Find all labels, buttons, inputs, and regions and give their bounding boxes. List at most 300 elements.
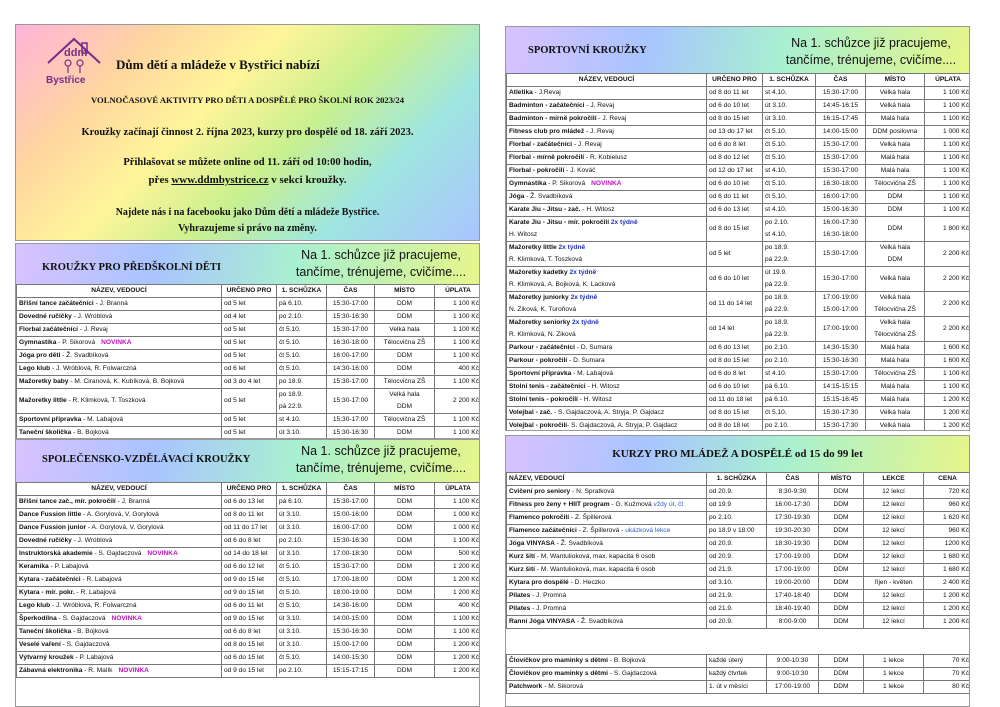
predskolni-header [16, 244, 479, 284]
table-row[interactable] [507, 394, 971, 407]
place-cell: DDM [866, 191, 925, 204]
activity-name-cell [507, 267, 707, 292]
activity-name: Volejbal - zač. [509, 409, 553, 416]
price-cell: 70 Kč [924, 668, 971, 681]
note-line-2: tančíme, trénujeme, cvičíme.... [295, 265, 467, 279]
course-name: Pilates [509, 605, 531, 612]
age-cell: od 9 do 15 let [222, 665, 277, 678]
course-name-cell [507, 668, 707, 681]
lessons-cell: 12 lekcí [864, 590, 924, 603]
frequency-label: 2x týdně [567, 269, 597, 276]
fee-cell: 1 100 Kč [435, 376, 481, 389]
age-cell: od 6 do 12 let [222, 561, 277, 574]
fee-cell: 1 600 Kč [925, 342, 971, 355]
first-meeting-2: pá 22.9. [765, 281, 789, 288]
place-cell: DDM [375, 350, 435, 363]
table-row[interactable] [507, 217, 971, 242]
age-cell: od 6 do 8 let [707, 368, 763, 381]
activity-name-cell [507, 342, 707, 355]
activity-name-cell [17, 350, 222, 363]
place-cell: Malá hala [866, 342, 925, 355]
place-cell: DDM [819, 486, 864, 499]
activity-leader: R. Klimková, N. Ziková [509, 331, 576, 338]
table-row[interactable] [507, 113, 971, 126]
table-row[interactable] [17, 665, 481, 678]
frequency-label: 2x týdně [570, 319, 599, 326]
table-row[interactable] [507, 139, 971, 152]
price-cell: 80 Kč [924, 681, 971, 694]
age-cell: od 6 do 15 let [222, 652, 277, 665]
activity-name-cell [17, 535, 222, 548]
activity-name-cell [507, 178, 707, 191]
place-cell: DDM [375, 639, 435, 652]
table-header-row [507, 473, 971, 486]
activity-name: Dovedné ručičky [19, 313, 72, 320]
fee-cell: 2 200 Kč [925, 267, 971, 292]
activity-name: Dance Fussion junior [19, 524, 87, 531]
col-name: NÁZEV, VEDOUCÍ [507, 473, 707, 486]
first-meeting-cell [277, 389, 327, 414]
time-cell: 15:30-17:00 [327, 298, 375, 311]
price-cell: 1200 Kč [924, 538, 971, 551]
fee-cell: 1 200 Kč [435, 665, 481, 678]
place-cell: DDM [375, 311, 435, 324]
table-row[interactable] [17, 363, 481, 376]
activity-name-cell [17, 427, 222, 440]
table-row[interactable] [17, 652, 481, 665]
novinka-badge: NOVINKA [101, 339, 132, 346]
table-header-row [507, 74, 971, 87]
intro-panel [15, 24, 480, 241]
activity-name-cell [17, 324, 222, 337]
place-cell: DDM [819, 512, 864, 525]
first-meeting-cell: út 3.10. [277, 613, 327, 626]
activity-name: Badminton - mírně pokročilí [509, 115, 597, 122]
course-name-cell [507, 655, 707, 668]
activity-name: Mažoretky baby [19, 378, 69, 385]
activity-name: Florbal - pokročilí [509, 167, 565, 174]
place-cell: DDM [819, 668, 864, 681]
activity-name-cell [507, 100, 707, 113]
activity-leader: H. Witosz [509, 231, 538, 238]
logo-text: ddm [64, 47, 88, 59]
time-cell: 9:00-10:30 [767, 655, 819, 668]
age-cell: od 5 let [222, 414, 277, 427]
place-cell: DDM [375, 665, 435, 678]
table-row[interactable] [507, 242, 971, 267]
activity-leader: - J. Kováč [564, 167, 596, 174]
activity-name-cell [17, 298, 222, 311]
age-cell: od 8 do 15 let [222, 639, 277, 652]
first-meeting-cell: út 3.10. [277, 548, 327, 561]
time-cell: 15:30-16:30 [327, 427, 375, 440]
fee-cell: 1 800 Kč [925, 217, 971, 242]
table-row[interactable] [507, 616, 971, 629]
first-meeting-cell: pá 6.10. [763, 381, 816, 394]
activity-name: Taneční školička [19, 429, 72, 436]
table-row[interactable] [507, 178, 971, 191]
time-cell: 15:30-17:30 [816, 420, 866, 432]
age-cell: od 8 do 15 let [707, 217, 763, 242]
note-line-1: Na 1. schůzce již pracujeme, [301, 444, 461, 458]
table-row[interactable] [507, 152, 971, 165]
table-row[interactable] [507, 551, 971, 564]
first-meeting-cell: čt 5.10. [277, 350, 327, 363]
time-cell: 15:30-16:30 [816, 355, 866, 368]
table-row[interactable] [17, 535, 481, 548]
activity-name: Jóga pro děti [19, 352, 61, 359]
table-header-row [17, 285, 481, 298]
spolecensko-body [17, 496, 481, 678]
table-row[interactable] [507, 590, 971, 603]
activity-name-cell [17, 414, 222, 427]
novinka-badge: NOVINKA [147, 550, 178, 557]
table-row[interactable] [17, 324, 481, 337]
activity-name-cell [17, 600, 222, 613]
time-cell: 14:00-15:00 [327, 613, 375, 626]
sportovni-title: SPORTOVNÍ KROUŽKY [528, 45, 647, 56]
table-row[interactable] [507, 317, 971, 342]
lessons-cell: 12 lekcí [864, 486, 924, 499]
activity-line [509, 217, 704, 229]
first-meeting-cell [763, 317, 816, 342]
age-cell: od 6 do 10 let [707, 100, 763, 113]
age-cell: od 9 do 15 let [222, 613, 277, 626]
fee-cell: 1 100 Kč [925, 204, 971, 217]
time-1: 17:00-19:00 [822, 294, 859, 301]
course-leader: - G. Kuźmová [609, 501, 652, 508]
table-row[interactable] [507, 603, 971, 616]
course-name-cell [507, 499, 707, 512]
activity-leader: - S. Gajdaczová [92, 550, 142, 557]
table-row[interactable] [17, 587, 481, 600]
first-meeting-1: po 18.9. [765, 319, 789, 326]
table-row[interactable] [507, 267, 971, 292]
lessons-cell: 1 lekce [864, 655, 924, 668]
intro-start-line: Kroužky začínají činnost 2. října 2023, kurzy pro dospělé od 18. září 2023. [81, 127, 414, 138]
activity-leader: - J. Wróblová, R. Folwarczná [50, 602, 137, 609]
course-leader: - M. Wantulioková, max. kapacita 6 osob [535, 553, 656, 560]
first-meeting-cell: každé úterý [707, 655, 767, 668]
place-cell: Velká hala [866, 420, 925, 432]
course-name-cell [507, 590, 707, 603]
time-cell: 16:00-17:00 [816, 191, 866, 204]
table-row[interactable] [17, 613, 481, 626]
age-cell: od 6 do 10 let [707, 178, 763, 191]
price-cell: 70 Kč [924, 655, 971, 668]
place-cell: DDM posilovna [866, 126, 925, 139]
col-for: URČENO PRO [222, 285, 277, 298]
table-row[interactable] [17, 626, 481, 639]
first-meeting-cell: od 21.9. [707, 564, 767, 577]
course-leader: - J. Promná [530, 605, 567, 612]
time-cell: 8:30-9:30 [767, 486, 819, 499]
first-meeting-cell: po 2.10. [277, 535, 327, 548]
price-cell: 1 680 Kč [924, 564, 971, 577]
activity-name: Parkour - začátečníci [509, 344, 575, 351]
fee-cell: 1 100 Kč [435, 626, 481, 639]
activity-name-cell [17, 665, 222, 678]
place-cell: DDM [375, 522, 435, 535]
lessons-cell: 12 lekcí [864, 603, 924, 616]
age-cell: od 5 let [222, 298, 277, 311]
first-meeting-cell: pá 6.10. [277, 496, 327, 509]
table-row[interactable] [17, 350, 481, 363]
activity-leader: R. Klimková, A. Bojková, K. Lacková [509, 281, 616, 288]
activity-name: Badminton - začátečníci [509, 102, 585, 109]
predskolni-note [286, 247, 476, 281]
intro-signup-url-line [16, 174, 479, 186]
table-row[interactable] [17, 414, 481, 427]
table-row[interactable] [17, 574, 481, 587]
first-meeting-cell: út 3.10. [277, 509, 327, 522]
table-row[interactable] [507, 407, 971, 420]
activity-leader: - S. Gajdaczová [60, 641, 110, 648]
place-cell: Tělocvična ZŠ [866, 178, 925, 191]
fee-cell: 2 200 Kč [925, 292, 971, 317]
sportovni-body [507, 87, 971, 432]
activity-leader: - B. Bojková [71, 628, 109, 635]
predskolni-table [16, 284, 480, 439]
table-row[interactable] [507, 564, 971, 577]
table-row[interactable] [17, 337, 481, 350]
activity-leader: - H. Witosz [580, 206, 615, 213]
age-cell: od 6 do 8 let [222, 535, 277, 548]
place-cell: Malá hala [866, 394, 925, 407]
place-cell: DDM [375, 652, 435, 665]
table-row[interactable] [507, 191, 971, 204]
table-row[interactable] [507, 538, 971, 551]
table-row[interactable] [17, 389, 481, 414]
course-name: Patchwork [509, 683, 543, 690]
first-meeting-cell: čt 5.10. [277, 363, 327, 376]
first-meeting-cell: út 3.10. [763, 113, 816, 126]
price-cell: 720 Kč [924, 486, 971, 499]
table-row[interactable] [507, 292, 971, 317]
kurzy-title: KURZY PRO MLÁDEŽ A DOSPĚLÉ od 15 do 99 let [612, 448, 863, 460]
time-cell: 15:15-17:15 [327, 665, 375, 678]
course-name: Kurz šití [509, 566, 536, 573]
time-cell: 16:00-17:00 [327, 350, 375, 363]
table-row[interactable] [17, 522, 481, 535]
time-cell: 18:30-19:30 [767, 538, 819, 551]
table-row[interactable] [507, 165, 971, 178]
activity-name-cell [507, 394, 707, 407]
activity-name: Dance Fussion little [19, 511, 82, 518]
activity-name: Fitness club pro mládež [509, 128, 585, 135]
course-name: Kurz šití [509, 553, 536, 560]
activity-leader: - M. Ciranová, K. Kubíková, B. Bojková [68, 378, 185, 385]
table-row[interactable] [507, 655, 971, 668]
first-meeting-2: pá 22.9. [765, 306, 789, 313]
table-row[interactable] [507, 126, 971, 139]
course-name: Fitness pro ženy + HIIT program [509, 501, 610, 508]
activity-leader: - J. Branná [93, 300, 128, 307]
course-name-cell [507, 512, 707, 525]
activity-name: Jóga [509, 193, 525, 200]
time-cell: 15:30-16:30 [327, 535, 375, 548]
fee-cell: 1 100 Kč [435, 496, 481, 509]
time-cell: 15:30-17:30 [816, 407, 866, 420]
age-cell: od 8 do 11 let [707, 87, 763, 100]
course-leader: - Ž. Svadbíková [575, 618, 624, 625]
activity-name: Mažoretky seniorky [509, 319, 571, 326]
first-meeting-cell: po 2.10. [763, 420, 816, 432]
first-meeting-cell: čt 5.10. [763, 178, 816, 191]
fee-cell: 1 200 Kč [925, 394, 971, 407]
activity-name-cell [17, 587, 222, 600]
col-for: URČENO PRO [707, 74, 763, 87]
activity-name-cell [17, 363, 222, 376]
place-cell: DDM [375, 509, 435, 522]
fee-cell: 1 000 Kč [925, 126, 971, 139]
place-cell: Tělocvična ZŠ [866, 368, 925, 381]
activity-leader: - S. Gajdaczová, A. Stryja, P. Gajdacz [552, 409, 665, 416]
table-row[interactable] [507, 100, 971, 113]
activity-leader: - S. Gajdaczová, A. Stryja, P. Gajdacz [567, 422, 678, 429]
place-cell: DDM [375, 427, 435, 440]
activity-name-cell [507, 242, 707, 267]
table-row[interactable] [17, 376, 481, 389]
lessons-cell: 12 lekcí [864, 525, 924, 538]
fee-cell: 1 200 Kč [435, 652, 481, 665]
activity-name-cell [17, 337, 222, 350]
col-place: MÍSTO [375, 483, 435, 496]
table-row[interactable] [507, 342, 971, 355]
table-row[interactable] [17, 427, 481, 440]
signup-url-link[interactable]: www.ddmbystrice.cz [171, 174, 269, 186]
table-row[interactable] [17, 639, 481, 652]
first-meeting-cell: čt 5.10. [277, 574, 327, 587]
place-cell: Velká hala [866, 100, 925, 113]
activity-name: Mažoretky juniorky [509, 294, 569, 301]
place-2: Tělocvična ZŠ [874, 306, 916, 313]
activity-leader: - M. Labajová [81, 416, 124, 423]
time-cell: 18:00-19:00 [327, 587, 375, 600]
table-row[interactable] [507, 381, 971, 394]
table-row[interactable] [17, 496, 481, 509]
age-cell: od 5 let [222, 324, 277, 337]
course-extra: ukázková lekce [623, 527, 671, 534]
lessons-cell: 1 lekce [864, 668, 924, 681]
col-fee: ÚPLATA [435, 483, 481, 496]
place-cell: DDM [819, 616, 864, 629]
lessons-cell: 12 lekcí [864, 616, 924, 629]
activity-leader: - J. Wróblová, R. Folwarczná [50, 365, 137, 372]
fee-cell: 1 100 Kč [925, 152, 971, 165]
place-cell: Malá hala [866, 165, 925, 178]
activity-name: Mažoretky little [509, 244, 557, 251]
course-name: Cvičení pro seniory [509, 488, 571, 495]
lessons-cell: říjen - květen [864, 577, 924, 590]
time-cell: 15:30-17:00 [816, 152, 866, 165]
table-row[interactable] [507, 525, 971, 538]
col-first: 1. SCHŮZKA [277, 285, 327, 298]
place-cell: Malá hala [866, 355, 925, 368]
col-time: ČAS [816, 74, 866, 87]
table-row[interactable] [507, 668, 971, 681]
course-extra: vždy út, čt [651, 501, 684, 508]
course-name: Pilates [509, 592, 531, 599]
col-fee: ÚPLATA [925, 74, 971, 87]
table-row[interactable] [507, 87, 971, 100]
course-leader: - B. Bojková [607, 657, 646, 664]
table-row[interactable] [507, 499, 971, 512]
first-meeting-1: po 18.9. [765, 294, 789, 301]
first-meeting-2: pá 22.9. [279, 403, 303, 410]
activity-leader: R. Klimková, T. Toszková [509, 256, 583, 263]
place-2: Tělocvična ZŠ [874, 331, 916, 338]
activity-leader: - J. Revaj [572, 141, 602, 148]
time-cell: 19:30-20:30 [767, 525, 819, 538]
place-1: Velká hala [879, 319, 911, 326]
activity-name-cell [507, 317, 707, 342]
age-cell: od 6 do 8 let [707, 139, 763, 152]
table-row[interactable] [507, 204, 971, 217]
time-1: 16:00-17:30 [822, 219, 859, 226]
activity-leader: - R. Klimková, T. Toszková [66, 397, 146, 404]
time-cell [816, 217, 866, 242]
table-row[interactable] [17, 600, 481, 613]
first-meeting-cell: čt 5.10. [277, 561, 327, 574]
first-meeting-cell: čt 5.10. [763, 152, 816, 165]
time-cell: 17:00-18:30 [327, 548, 375, 561]
time-cell: 15:30-17:00 [816, 139, 866, 152]
col-name: NÁZEV, VEDOUCÍ [17, 285, 222, 298]
col-time: ČAS [327, 285, 375, 298]
place-1: Velká hala [879, 294, 911, 301]
fee-cell: 1 200 Kč [435, 574, 481, 587]
time-cell: 8:00-9:00 [767, 616, 819, 629]
time-cell: 14:30-15:30 [816, 342, 866, 355]
table-row[interactable] [507, 681, 971, 694]
first-meeting-cell [763, 267, 816, 292]
time-cell: 19:00-20:00 [767, 577, 819, 590]
fee-cell: 1 100 Kč [925, 381, 971, 394]
table-row[interactable] [507, 420, 971, 432]
place-cell: Malá hala [866, 152, 925, 165]
time-cell: 15:30-17:00 [816, 368, 866, 381]
table-row[interactable] [17, 509, 481, 522]
spolecensko-note [286, 443, 476, 477]
kurzy-body [507, 486, 971, 629]
price-cell: 960 Kč [924, 525, 971, 538]
table-row[interactable] [507, 486, 971, 499]
spolecensko-header [16, 440, 479, 482]
table-row[interactable] [507, 368, 971, 381]
course-name: Kytara pro dospělé [509, 579, 569, 586]
note-line-2: tančíme, trénujeme, cvičíme.... [295, 461, 467, 475]
lessons-cell: 12 lekcí [864, 564, 924, 577]
first-meeting-cell: čt 5.10. [277, 324, 327, 337]
table-row[interactable] [17, 561, 481, 574]
course-leader: - M. Wantulioková, max. kapacita 6 osob [535, 566, 656, 573]
table-row[interactable] [17, 311, 481, 324]
activity-name-cell [17, 613, 222, 626]
activity-name: Lego klub [19, 365, 51, 372]
time-cell: 15:30-17:00 [816, 242, 866, 267]
activity-name-cell [17, 509, 222, 522]
table-row[interactable] [17, 548, 481, 561]
first-meeting-cell: út 3.10. [277, 427, 327, 440]
table-row[interactable] [17, 298, 481, 311]
activity-name-cell [17, 311, 222, 324]
table-row[interactable] [507, 512, 971, 525]
place-cell: DDM [819, 577, 864, 590]
table-row[interactable] [507, 355, 971, 368]
table-row[interactable] [507, 577, 971, 590]
fee-cell: 1 200 Kč [925, 420, 971, 432]
